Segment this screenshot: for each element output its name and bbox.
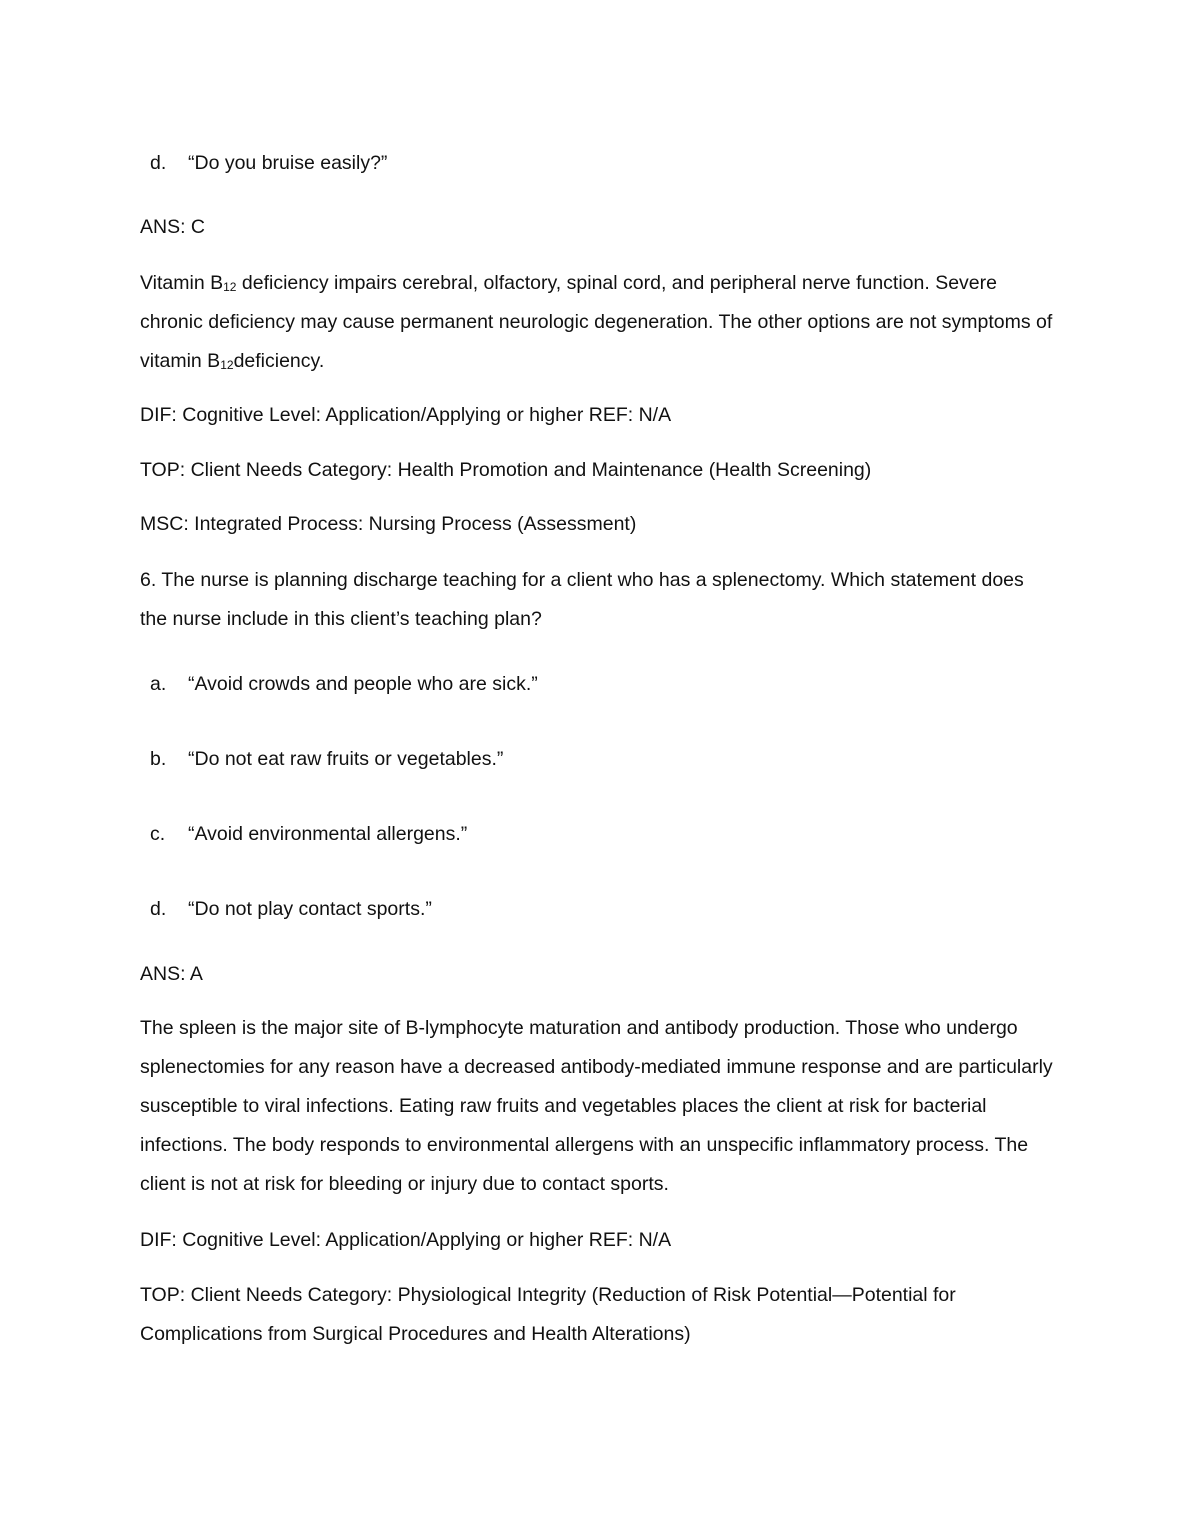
q6-option-b bbox=[150, 746, 503, 772]
prev-msc: MSC: Integrated Process: Nursing Process (Assessment) bbox=[140, 513, 637, 535]
q6-dif: DIF: Cognitive Level: Application/Applying or higher REF: N/A bbox=[140, 1229, 672, 1251]
prev-top: TOP: Client Needs Category: Health Promotion and Maintenance (Health Screening) bbox=[140, 459, 872, 481]
q6-top: TOP: Client Needs Category: Physiological Integrity (Reduction of Risk Potential—Potential for Complications from Surgical Procedures and Health Alterations) bbox=[140, 1284, 956, 1345]
option-letter: d. bbox=[150, 152, 167, 174]
q6-option-d bbox=[150, 896, 432, 922]
prev-answer: ANS: C bbox=[140, 216, 206, 238]
rationale-text-3: deficiency. bbox=[233, 350, 325, 372]
option-letter: c. bbox=[150, 823, 166, 845]
question-6-stem: 6. The nurse is planning discharge teaching for a client who has a splenectomy. Which statement does the nurse include in this client’s teaching plan? bbox=[140, 569, 1024, 630]
q6-option-a bbox=[150, 671, 538, 697]
option-letter: a. bbox=[150, 673, 167, 695]
rationale-text-2: deficiency impairs cerebral, olfactory, spinal cord, and peripheral nerve function. Severe chronic deficiency may cause permanent neurologic degeneration. The other options are not symptoms of vitamin B bbox=[140, 272, 1053, 372]
option-text: “Do not play contact sports.” bbox=[188, 898, 432, 920]
subscript-12: 12 bbox=[220, 358, 234, 372]
rationale-text-1: Vitamin B bbox=[140, 272, 224, 294]
option-text: “Avoid environmental allergens.” bbox=[188, 823, 468, 845]
option-letter: b. bbox=[150, 748, 167, 770]
option-text: “Do you bruise easily?” bbox=[188, 152, 388, 174]
option-text: “Do not eat raw fruits or vegetables.” bbox=[188, 748, 504, 770]
prev-option-d bbox=[150, 150, 387, 176]
prev-dif: DIF: Cognitive Level: Application/Applying or higher REF: N/A bbox=[140, 404, 672, 426]
option-letter: d. bbox=[150, 898, 167, 920]
q6-rationale: The spleen is the major site of B-lymphocyte maturation and antibody production. Those who undergo splenectomies for any reason have a decreased antibody-mediated immune response and are particularly susceptible to viral infections. Eating raw fruits and vegetables places the client at risk for bacterial infections. The body responds to environmental allergens with an unspecific inflammatory process. The client is not at risk for bleeding or injury due to contact sports. bbox=[140, 1017, 1053, 1195]
prev-rationale bbox=[140, 264, 1055, 381]
q6-answer: ANS: A bbox=[140, 963, 203, 985]
subscript-12: 12 bbox=[223, 280, 237, 294]
q6-option-c bbox=[150, 821, 467, 847]
option-text: “Avoid crowds and people who are sick.” bbox=[188, 673, 538, 695]
